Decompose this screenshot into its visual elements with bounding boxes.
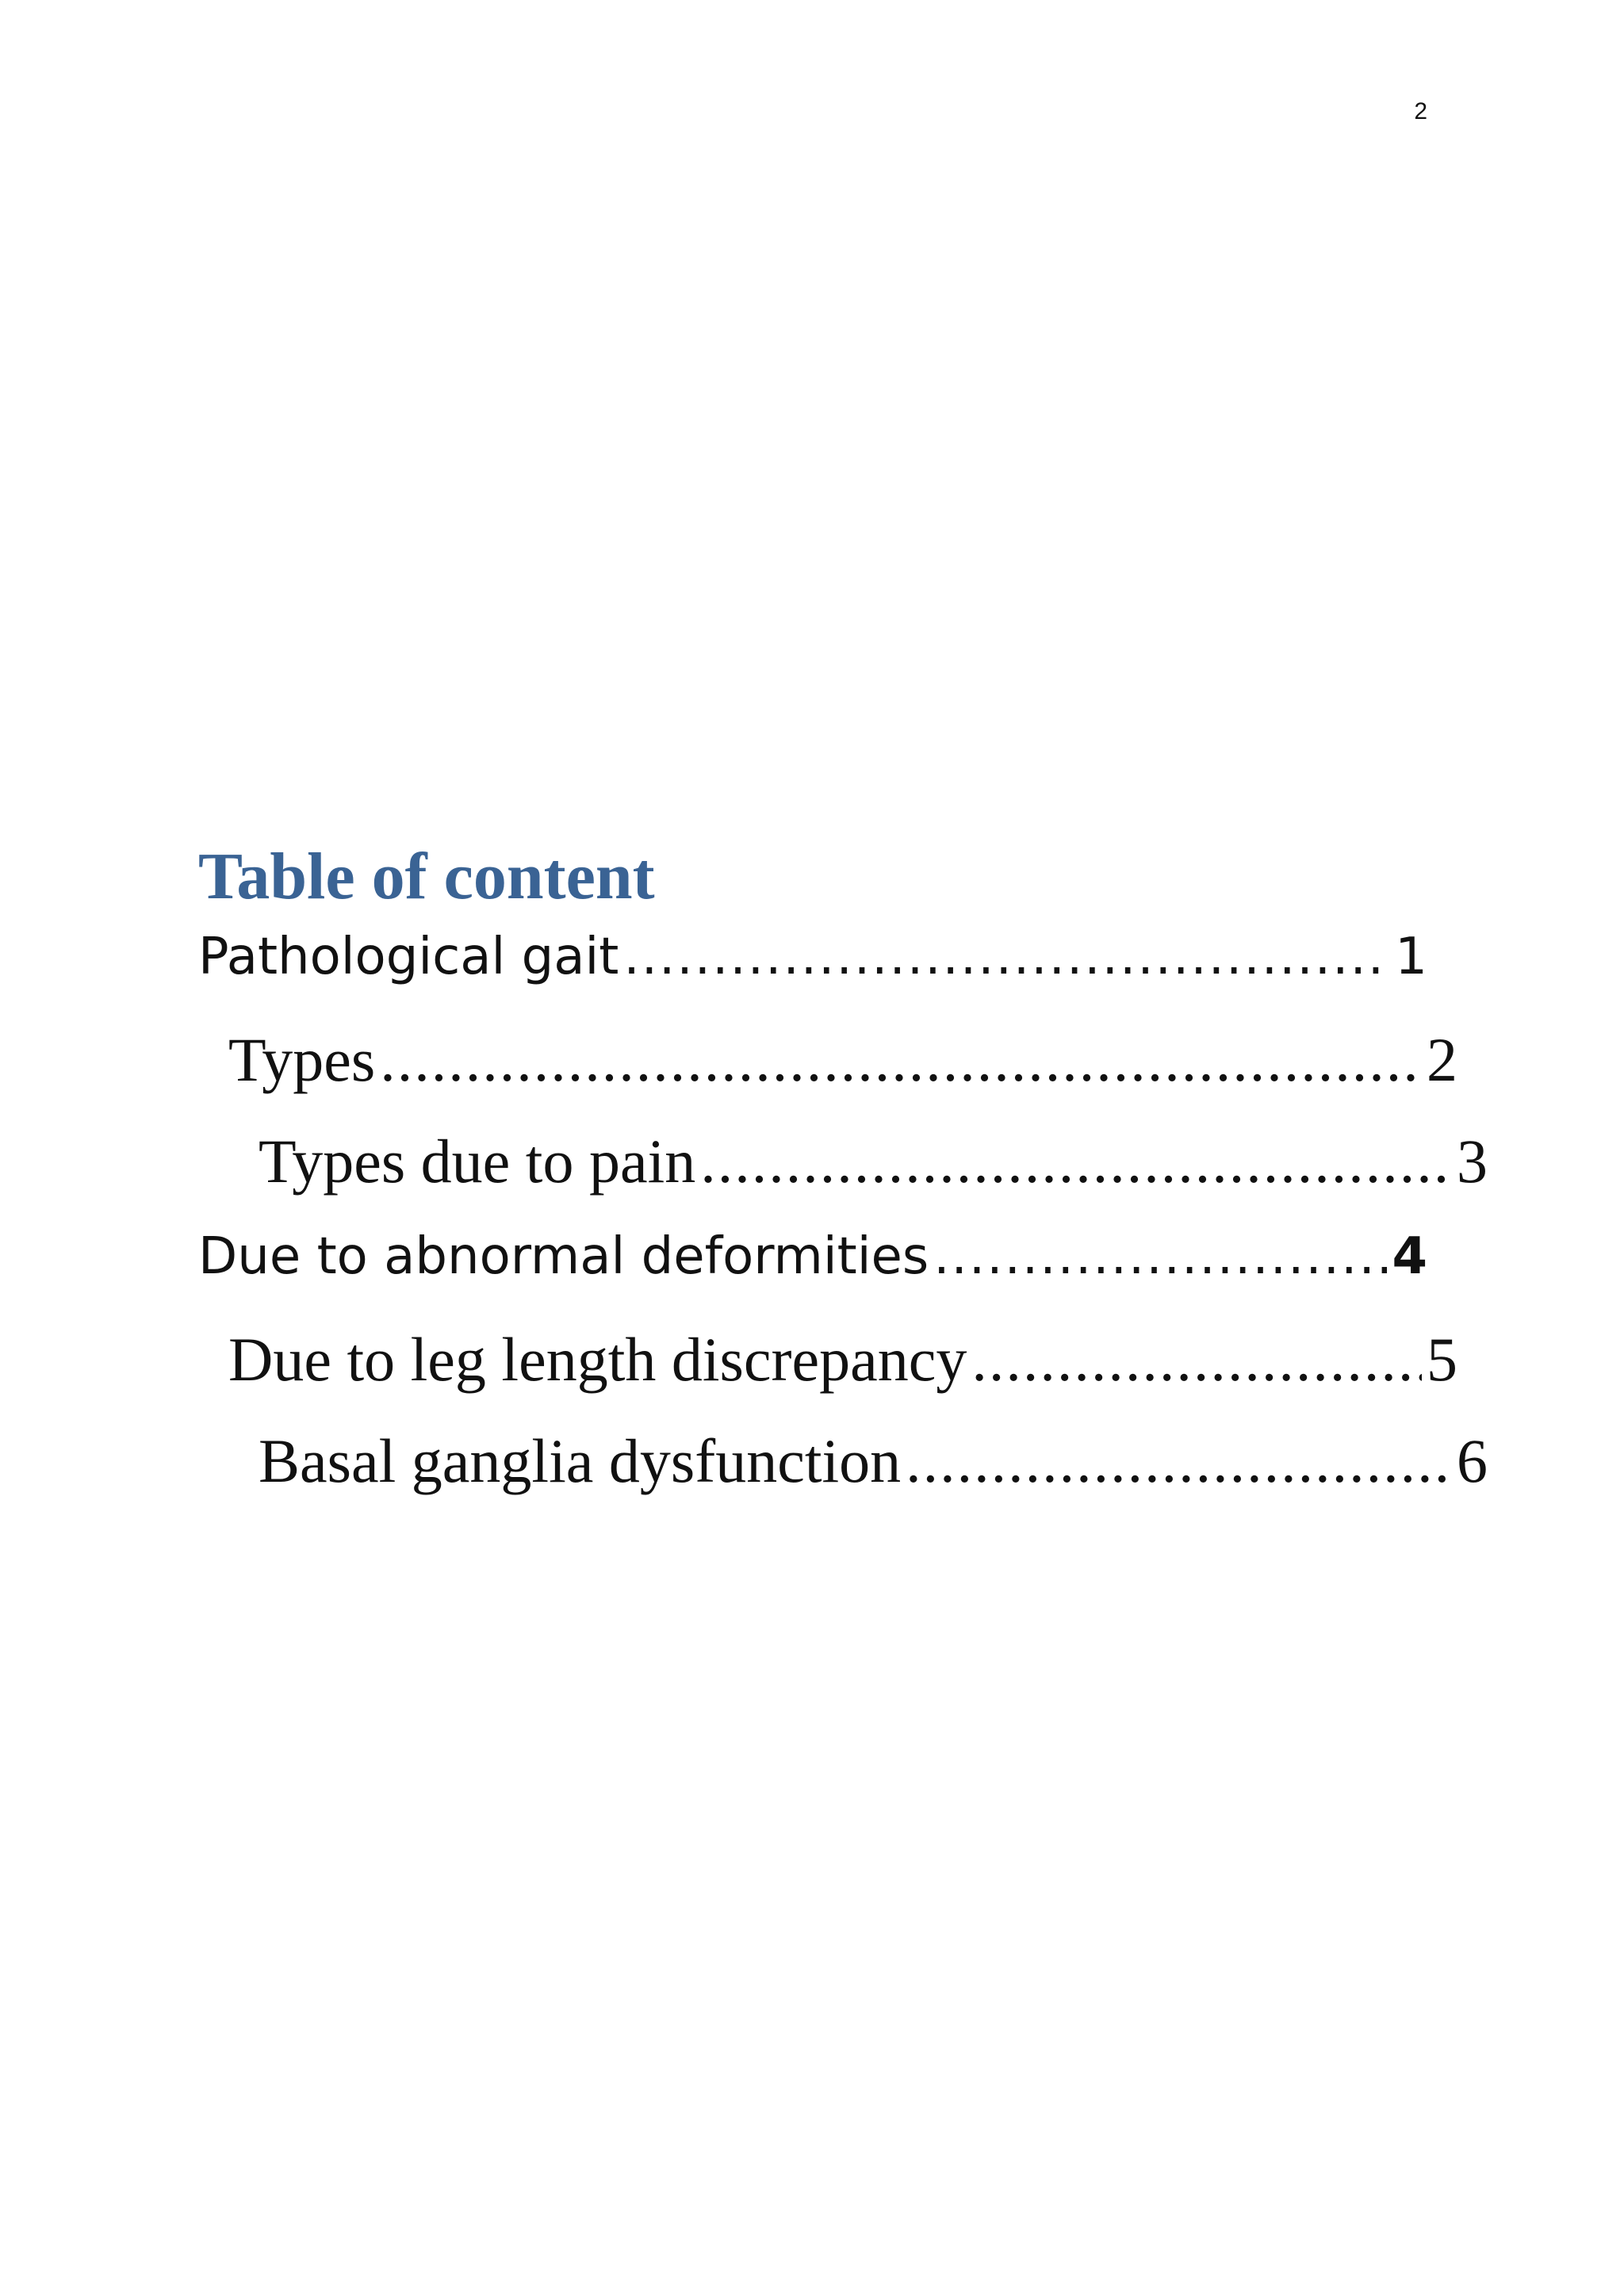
toc-entry-label: Due to abnormal deformities (198, 1227, 929, 1286)
toc-entry-page: 2 (1427, 1025, 1457, 1094)
toc-entry-label: Due to leg length discrepancy (228, 1325, 967, 1394)
dot-leader (380, 1024, 1422, 1096)
toc-entry-label: Basal ganglia dysfunction (259, 1426, 902, 1495)
table-of-contents (198, 832, 1488, 1527)
toc-entry-basal-ganglia-dysfunction[interactable] (198, 1425, 1488, 1527)
page-number: 2 (1414, 98, 1427, 124)
dot-leader (906, 1425, 1452, 1497)
toc-entry-label: Types due to pain (259, 1127, 696, 1196)
toc-entry-page: 4 (1392, 1227, 1427, 1286)
dot-leader (971, 1324, 1422, 1395)
toc-entry-page: 6 (1457, 1426, 1488, 1495)
toc-entry-page: 3 (1457, 1127, 1488, 1196)
toc-entry-pathological-gait[interactable] (198, 928, 1427, 1024)
toc-entry-page: 5 (1427, 1325, 1457, 1394)
toc-entry-due-to-abnormal-deformities[interactable] (198, 1227, 1427, 1324)
toc-title: Table of content (198, 840, 655, 913)
dot-leader (623, 928, 1390, 986)
dot-leader (700, 1126, 1452, 1197)
toc-entry-due-to-leg-length-discrepancy[interactable] (198, 1324, 1457, 1425)
toc-entry-types-due-to-pain[interactable] (198, 1126, 1488, 1227)
toc-entry-label: Types (228, 1025, 376, 1094)
toc-entry-label: Pathological gait (198, 928, 619, 986)
toc-entry-page: 1 (1395, 928, 1427, 986)
dot-leader (933, 1227, 1387, 1286)
toc-entry-types[interactable] (198, 1024, 1457, 1126)
